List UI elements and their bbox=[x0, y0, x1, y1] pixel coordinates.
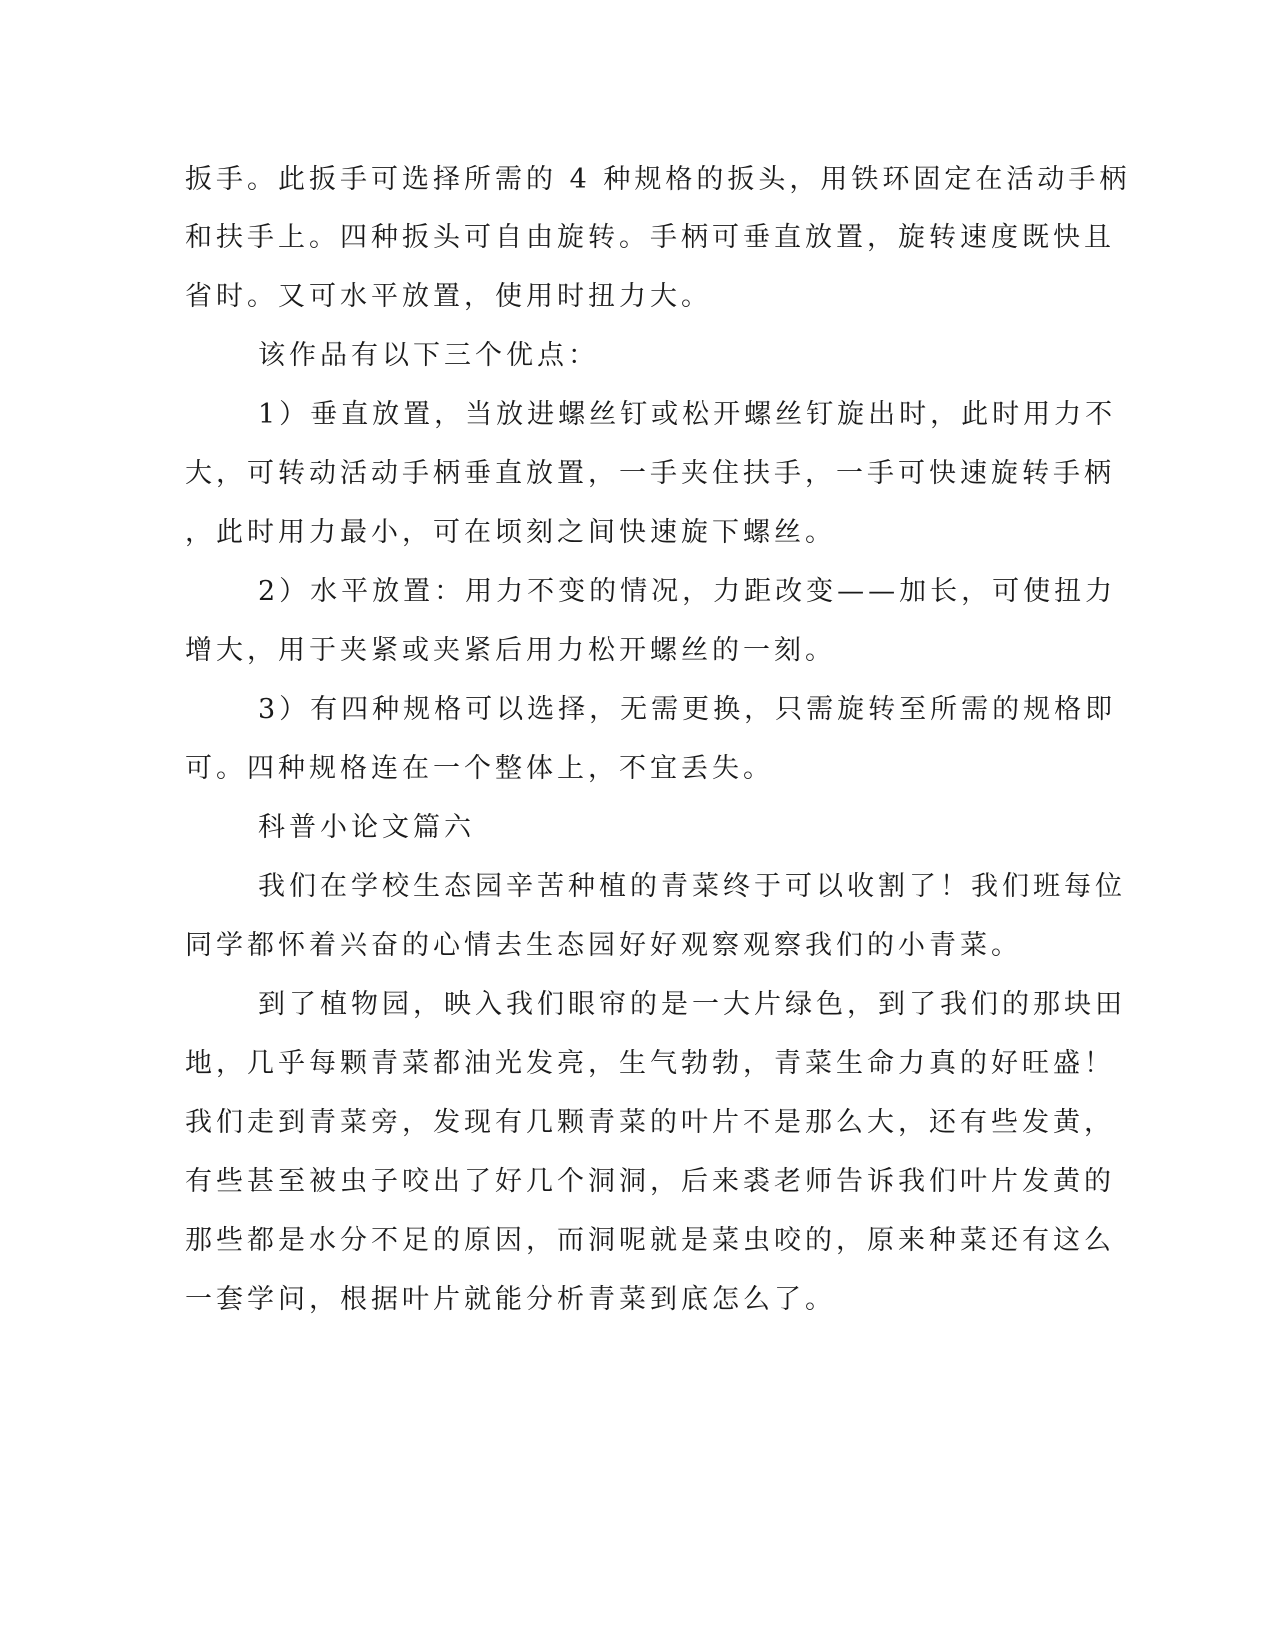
text-line: 和扶手上。四种扳头可自由旋转。手柄可垂直放置，旋转速度既快且 bbox=[185, 222, 1115, 253]
text-line: 我们在学校生态园辛苦种植的青菜终于可以收割了！我们班每位 bbox=[258, 871, 1126, 902]
text-line: 可。四种规格连在一个整体上，不宜丢失。 bbox=[185, 753, 774, 784]
text-line: ，此时用力最小，可在顷刻之间快速旋下螺丝。 bbox=[185, 517, 836, 548]
text-line: 有些甚至被虫子咬出了好几个洞洞，后来裘老师告诉我们叶片发黄的 bbox=[185, 1166, 1115, 1197]
text-line: 1）垂直放置，当放进螺丝钉或松开螺丝钉旋出时，此时用力不 bbox=[258, 399, 1117, 430]
text-line: 到了植物园，映入我们眼帘的是一大片绿色，到了我们的那块田 bbox=[258, 989, 1126, 1020]
text-line: 同学都怀着兴奋的心情去生态园好好观察观察我们的小青菜。 bbox=[185, 930, 1022, 961]
text-line: 省时。又可水平放置，使用时扭力大。 bbox=[185, 281, 712, 312]
text-line: 地，几乎每颗青菜都油光发亮，生气勃勃，青菜生命力真的好旺盛！ bbox=[185, 1048, 1115, 1079]
text-line: 扳手。此扳手可选择所需的 4 种规格的扳头，用铁环固定在活动手柄 bbox=[185, 164, 1131, 195]
text-line: 那些都是水分不足的原因，而洞呢就是菜虫咬的，原来种菜还有这么 bbox=[185, 1225, 1115, 1256]
section-heading: 科普小论文篇六 bbox=[258, 812, 475, 843]
text-line: 大，可转动活动手柄垂直放置，一手夹住扶手，一手可快速旋转手柄 bbox=[185, 458, 1115, 489]
text-line: 该作品有以下三个优点： bbox=[258, 340, 599, 371]
text-line: 2）水平放置：用力不变的情况，力距改变——加长，可使扭力 bbox=[258, 576, 1117, 607]
text-line: 一套学问，根据叶片就能分析青菜到底怎么了。 bbox=[185, 1284, 836, 1315]
text-line: 3）有四种规格可以选择，无需更换，只需旋转至所需的规格即 bbox=[258, 694, 1117, 725]
text-line: 增大，用于夹紧或夹紧后用力松开螺丝的一刻。 bbox=[185, 635, 836, 666]
text-line: 我们走到青菜旁，发现有几颗青菜的叶片不是那么大，还有些发黄， bbox=[185, 1107, 1115, 1138]
